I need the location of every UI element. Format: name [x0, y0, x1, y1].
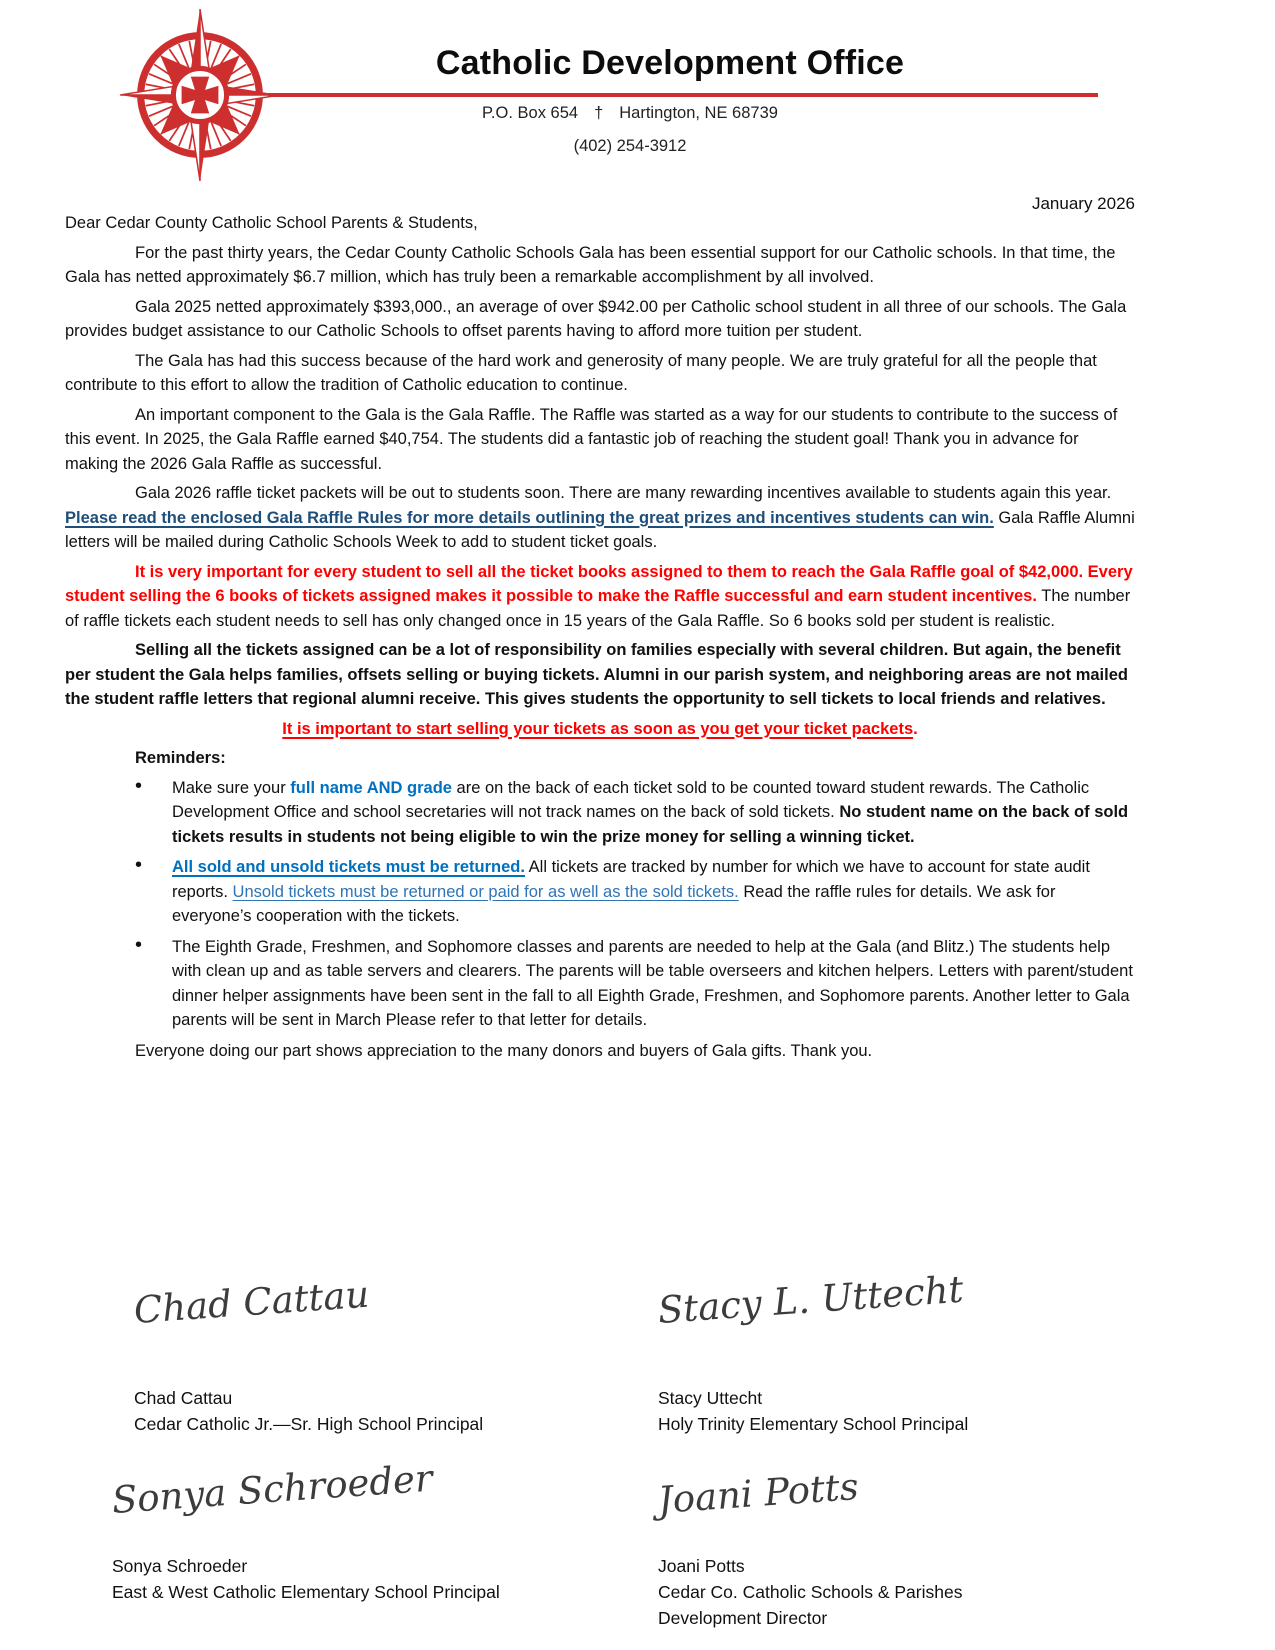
text-run: An important component to the Gala is the Gala Raffle. The Raffle was started as a way for our students to contribute to the success of this event. In 2025, the Gala Raffle earned $40,754. The students did a fantastic job of reaching the student goal! Thank you in advance for making the 2026 Gala Raffle as successful.	[65, 405, 1118, 473]
salutation: Dear Cedar County Catholic School Parents & Students,	[65, 214, 478, 232]
signature-block	[112, 1272, 658, 1437]
signature-grid	[110, 1267, 1142, 1631]
paragraph	[65, 638, 1135, 712]
paragraph	[65, 241, 1135, 290]
bullet-item	[172, 855, 1135, 929]
text-run: full name AND grade	[290, 778, 452, 797]
paragraph	[65, 560, 1135, 634]
text-run: It is important to start selling your tickets as soon as you get your ticket packets	[282, 719, 914, 738]
text-run: Reminders:	[135, 749, 226, 767]
person-title: Cedar Catholic Jr.—Sr. High School Principal	[134, 1414, 484, 1434]
person-title: Development Director	[658, 1608, 828, 1628]
text-run: Selling all the tickets assigned can be a lot of responsibility on families especially with several children. But again, the benefit per student the Gala helps families, offsets selling or buying tickets. Alumni in our parish system, and neighboring areas are not mailed the student raffle letters that regional alumni receive. This gives students the opportunity to sell tickets to local friends and relatives.	[65, 641, 1128, 708]
text-run: .	[913, 719, 918, 738]
person-title: Holy Trinity Elementary School Principal	[658, 1414, 969, 1434]
person-title: East & West Catholic Elementary School Principal	[112, 1582, 500, 1602]
signature: Sonya Schroeder	[110, 1456, 434, 1522]
text-run: It is very important for every student to sell all the ticket books assigned to them to reach the Gala Raffle goal of $42,000. Every student selling the 6 books of tickets assigned makes it possible to make the Raffle successful and earn student incentives.	[65, 562, 1133, 605]
bullet-item	[172, 776, 1135, 850]
text-run: The number of raffle tickets each student needs to sell has only changed once in 15 years of the Gala Raffle. So 6 books sold per student is realistic.	[65, 587, 1131, 630]
paragraph	[65, 481, 1135, 555]
person-title: Cedar Co. Catholic Schools & Parishes	[658, 1582, 963, 1602]
signature-block	[110, 1456, 658, 1631]
header-divider	[268, 93, 1098, 97]
paragraph	[65, 717, 1135, 742]
text-run: Gala 2026 raffle ticket packets will be out to students soon. There are many rewarding incentives available to students again this year.	[135, 484, 1112, 502]
text-run: are on the back of each ticket sold to be counted toward student rewards. The Catholic Development Office and school secretaries will not track names on the back of sold tickets.	[172, 778, 1090, 821]
city-state-zip: Hartington, NE 68739	[619, 104, 778, 122]
address-line	[280, 104, 980, 123]
org-name: Catholic Development Office	[435, 44, 905, 82]
text-run: All tickets are tracked by number for which we have to account for state audit reports.	[172, 858, 1090, 901]
signature-block	[656, 1465, 1142, 1631]
date: January 2026	[1031, 194, 1135, 213]
letter-body	[65, 211, 1135, 1068]
text-run: No student name on the back of sold tickets results in students not being eligible to win the prize money for selling a winning ticket.	[172, 803, 1129, 846]
person-name: Sonya Schroeder	[112, 1556, 248, 1576]
person-name: Stacy Uttecht	[658, 1388, 763, 1408]
text-run: For the past thirty years, the Cedar County Catholic Schools Gala has been essential support for our Catholic schools. In that time, the Gala has netted approximately $6.7 million, which has truly been a remarkable accomplishment by all involved.	[65, 243, 1116, 286]
person-name: Chad Cattau	[134, 1388, 233, 1408]
signature: Joani Potts	[656, 1465, 860, 1522]
text-run: The Eighth Grade, Freshmen, and Sophomore classes and parents are needed to help at the Gala (and Blitz.) The students help with clean up and as table servers and clearers. The parents will be table overseers and kitchen helpers. Letters with parent/student dinner helper assignments have been sent in the fall to all Eighth Grade, Freshmen, and Sophomore parents. Another letter to Gala parents will be sent in March Please refer to that letter for details.	[172, 937, 1133, 1029]
text-run: Gala Raffle Alumni letters will be mailed during Catholic Schools Week to add to student ticket goals.	[65, 508, 1135, 551]
text-run: Read the raffle rules for details. We ask for everyone’s cooperation with the tickets.	[172, 882, 1056, 925]
body-blocks	[65, 241, 1135, 1064]
text-run: Please read the enclosed Gala Raffle Rules for more details outlining the great prizes and incentives students can win.	[65, 508, 994, 527]
text-run: Everyone doing our part shows appreciation to the many donors and buyers of Gala gifts. Thank you.	[135, 1041, 873, 1060]
paragraph	[135, 746, 1135, 771]
cross-icon: †	[594, 104, 604, 122]
text-run: The Gala has had this success because of the hard work and generosity of many people. We are truly grateful for all the people that contribute to this effort to allow the tradition of Catholic education to continue.	[65, 351, 1097, 394]
phone-number: (402) 254-3912	[573, 137, 687, 155]
text-run: All sold and unsold tickets must be returned.	[172, 858, 525, 876]
person-name: Joani Potts	[658, 1556, 745, 1576]
signature: Stacy L. Uttecht	[656, 1267, 965, 1332]
signature-block	[656, 1267, 1142, 1437]
po-box: P.O. Box 654	[482, 104, 579, 122]
bullet-item	[172, 935, 1135, 1033]
text-run: Unsold tickets must be returned or paid for as well as the sold tickets.	[232, 882, 739, 901]
text-run: Make sure your	[172, 778, 291, 797]
paragraph	[65, 403, 1135, 477]
signature: Chad Cattau	[132, 1272, 371, 1332]
paragraph	[135, 1039, 1135, 1064]
paragraph	[65, 349, 1135, 398]
paragraph	[65, 295, 1135, 344]
text-run: Gala 2025 netted approximately $393,000., an average of over $942.00 per Catholic school student in all three of our schools. The Gala provides budget assistance to our Catholic Schools to offset parents having to afford more tuition per student.	[65, 297, 1127, 340]
